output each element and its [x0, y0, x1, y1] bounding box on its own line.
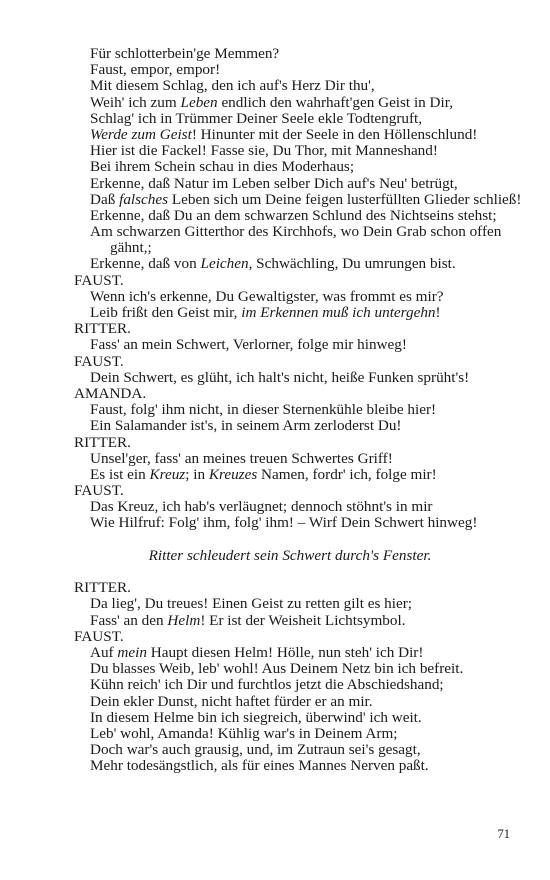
verse-line [0, 596, 550, 612]
text-segment: RITTER. [74, 320, 131, 338]
text-segment: , Schwächling, Du umrungen bist. [248, 255, 456, 273]
verse-line [0, 95, 550, 111]
italic-text: Leichen [200, 255, 249, 273]
text-segment: FAUST. [74, 271, 124, 289]
text-segment: Namen, fordr' ich, folge mir! [257, 465, 437, 483]
verse-line [0, 62, 550, 78]
verse-continuation [0, 240, 550, 256]
verse-line [0, 46, 550, 62]
verse-line [0, 726, 550, 742]
verse-line [0, 499, 550, 515]
text-segment: Du blasses Weib, leb' wohl! Aus Deinem Netz bin ich befreit. [90, 660, 464, 678]
text-segment: Da lieg', Du treues! Einen Geist zu retten gilt es hier; [90, 595, 412, 613]
verse-line [0, 710, 550, 726]
stage-direction [0, 548, 550, 564]
text-segment: Ein Salamander ist's, in seinem Arm zerloderst Du! [90, 417, 402, 435]
text-segment: Dein Schwert, es glüht, ich halt's nicht, heiße Funken sprüht's! [90, 368, 470, 386]
verse-line [0, 111, 550, 127]
speaker-name [0, 435, 550, 451]
speaker-name [0, 386, 550, 402]
verse-line [0, 208, 550, 224]
text-segment: Fass' an den [90, 611, 168, 629]
verse-line [0, 337, 550, 353]
verse-line [0, 289, 550, 305]
text-segment: Erkenne, daß von [90, 255, 201, 273]
verse-line [0, 370, 550, 386]
text-segment: Hier ist die Fackel! Fasse sie, Du Thor, mit Manneshand! [90, 142, 438, 160]
text-segment: RITTER. [74, 579, 131, 597]
text-segment: Leb' wohl, Amanda! Kühlig war's in Deinem Arm; [90, 724, 398, 742]
text-segment: FAUST. [74, 627, 124, 645]
speaker-name [0, 354, 550, 370]
text-segment: Daß [90, 190, 120, 208]
italic-text: Kreuz [149, 465, 186, 483]
text-segment: Faust, empor, empor! [90, 61, 221, 79]
text-segment: FAUST. [74, 352, 124, 370]
text-segment: Erkenne, daß Natur im Leben selber Dich auf's Neu' betrügt, [90, 174, 458, 192]
verse-line [0, 127, 550, 143]
text-segment: Auf [90, 643, 118, 661]
verse-line [0, 78, 550, 94]
verse-line [0, 418, 550, 434]
verse-line [0, 694, 550, 710]
text-segment: ! Er ist der Weisheit Lichtsymbol. [200, 611, 406, 629]
verse-line [0, 256, 550, 272]
text-segment: In diesem Helme bin ich siegreich, überwind' ich weit. [90, 708, 422, 726]
spacer [0, 532, 550, 548]
italic-text: Kreuzes [208, 465, 258, 483]
text-segment: Kühn reich' ich Dir und furchtlos jetzt die Abschiedshand; [90, 676, 444, 694]
italic-text: mein [117, 643, 147, 661]
text-segment: Wenn ich's erkenne, Du Gewaltigster, was frommt es mir? [90, 287, 444, 305]
verse-line [0, 613, 550, 629]
text-segment: Dein ekler Dunst, nicht haftet fürder er an mir. [90, 692, 373, 710]
text-segment: ! [435, 304, 441, 321]
speaker-name [0, 629, 550, 645]
text-segment: Für schlotterbein'ge Memmen? [90, 45, 280, 62]
speaker-name [0, 580, 550, 596]
text-segment: ; in [185, 465, 209, 483]
italic-text: Werde zum Geist [90, 125, 192, 143]
speaker-name [0, 321, 550, 337]
verse-line [0, 402, 550, 418]
verse-line [0, 143, 550, 159]
text-segment: Schlag' ich in Trümmer Deiner Seele ekle Todtengruft, [90, 109, 423, 127]
verse-line [0, 467, 550, 483]
text-segment: Bei ihrem Schein schau in dies Moderhaus; [90, 158, 355, 176]
verse-line [0, 224, 550, 240]
text-segment: Erkenne, daß Du an dem schwarzen Schlund des Nichtseins stehst; [90, 206, 497, 224]
text-segment: ! Hinunter mit der Seele in den Höllenschlund! [191, 125, 478, 143]
verse-line [0, 159, 550, 175]
text-segment: Am schwarzen Gitterthor des Kirchhofs, wo Dein Grab schon offen [90, 223, 502, 241]
verse-line [0, 758, 550, 774]
spacer [0, 564, 550, 580]
text-segment: Weih' ich zum [90, 93, 181, 111]
speaker-name [0, 273, 550, 289]
verse-line [0, 515, 550, 531]
text-segment: Faust, folg' ihm nicht, in dieser Sternenkühle bleibe hier! [90, 401, 437, 419]
page-text [0, 46, 550, 774]
text-segment: Doch war's auch grausig, und, im Zutraun sei's gesagt, [90, 741, 421, 759]
text-segment: Das Kreuz, ich hab's verläugnet; dennoch stöhnt's in mir [90, 498, 433, 516]
text-segment: Haupt diesen Helm! Hölle, nun steh' ich Dir! [146, 643, 424, 661]
verse-line [0, 742, 550, 758]
text-segment: Wie Hilfruf: Folg' ihm, folg' ihm! – Wirf Dein Schwert hinweg! [90, 514, 478, 532]
text-segment: Ritter schleudert sein Schwert durch's Fenster. [148, 546, 432, 564]
verse-line [0, 645, 550, 661]
verse-line [0, 176, 550, 192]
page-number: 71 [497, 827, 510, 841]
verse-line [0, 677, 550, 693]
text-segment: Leib frißt den Geist mir, [90, 304, 242, 321]
italic-text: falsches [119, 190, 169, 208]
text-segment: Leben sich um Deine feigen lusterfüllten Glieder schließ! [168, 190, 522, 208]
text-segment: endlich den wahrhaft'gen Geist in Dir, [217, 93, 453, 111]
verse-line [0, 451, 550, 467]
verse-line [0, 192, 550, 208]
text-segment: Mit diesem Schlag, den ich auf's Herz Dir thu', [90, 77, 375, 95]
italic-text: im Erkennen muß ich untergehn [241, 304, 436, 321]
text-segment: gähnt,; [110, 239, 152, 257]
italic-text: Helm [167, 611, 201, 629]
italic-text: Leben [180, 93, 218, 111]
text-segment: AMANDA. [74, 384, 147, 402]
text-segment: FAUST. [74, 482, 124, 500]
text-segment: Unsel'ger, fass' an meines treuen Schwertes Griff! [90, 449, 393, 467]
text-segment: Mehr todesängstlich, als für eines Mannes Nerven paßt. [90, 757, 429, 775]
text-segment: Fass' an mein Schwert, Verlorner, folge mir hinweg! [90, 336, 407, 354]
speaker-name [0, 483, 550, 499]
text-segment: RITTER. [74, 433, 131, 451]
verse-line [0, 305, 550, 321]
verse-line [0, 661, 550, 677]
text-segment: Es ist ein [90, 465, 150, 483]
